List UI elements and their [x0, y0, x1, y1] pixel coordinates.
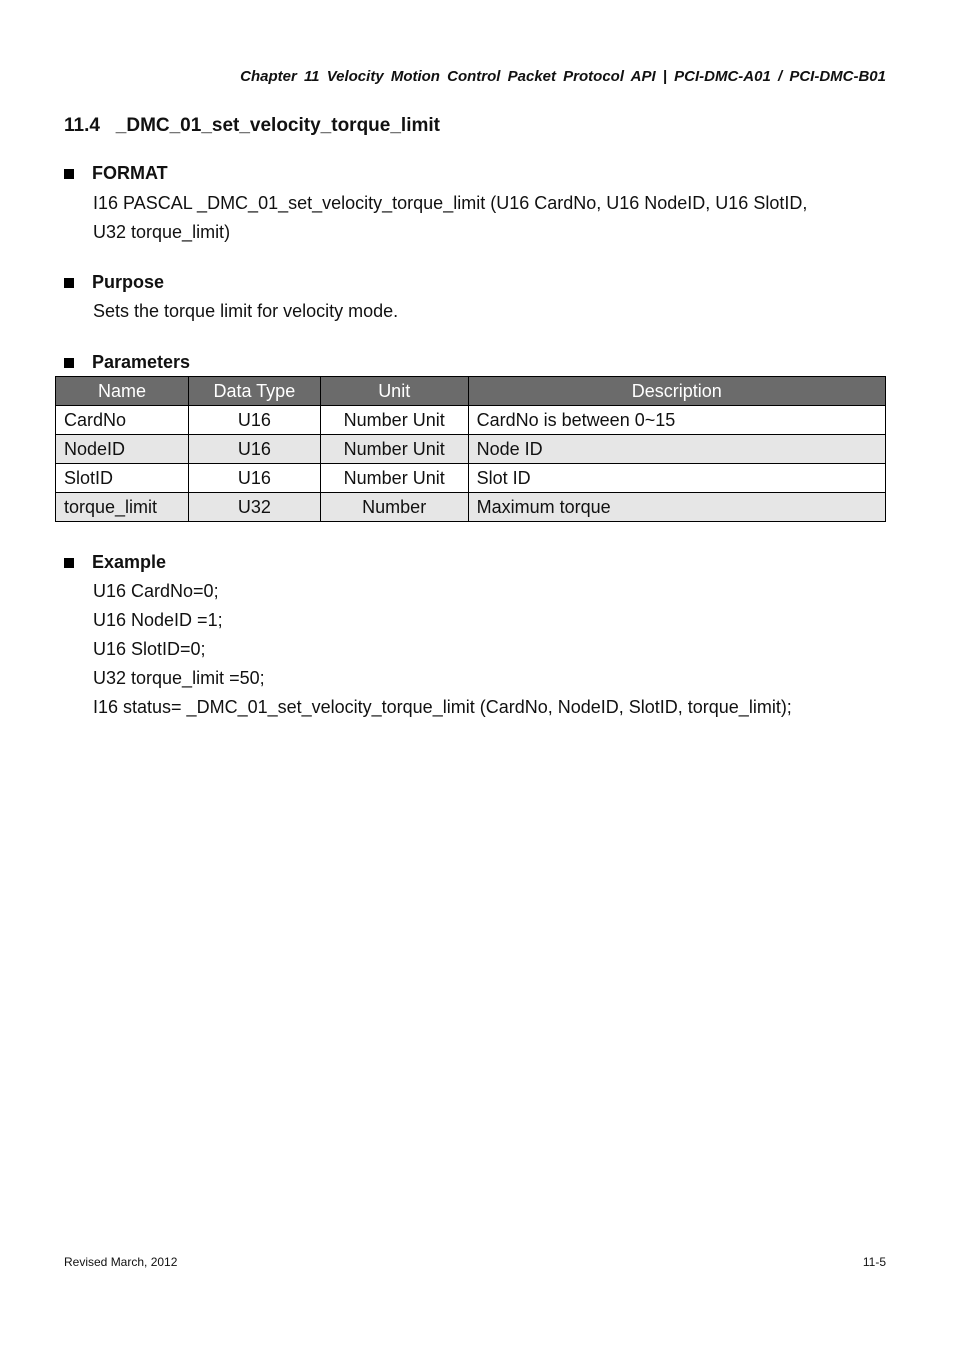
param-type: U16	[188, 464, 320, 493]
param-description: Slot ID	[468, 464, 885, 493]
format-heading-label: FORMAT	[92, 163, 168, 183]
param-name: NodeID	[56, 435, 189, 464]
example-line: U16 SlotID=0;	[93, 639, 206, 659]
column-header-description: Description	[468, 377, 885, 406]
column-header-unit: Unit	[320, 377, 468, 406]
square-bullet-icon	[64, 358, 74, 368]
param-unit: Number Unit	[320, 406, 468, 435]
example-heading	[64, 552, 166, 573]
table-row	[56, 406, 886, 435]
param-description: Maximum torque	[468, 493, 885, 522]
example-heading-label: Example	[92, 552, 167, 572]
table-row	[56, 464, 886, 493]
section-title	[64, 115, 440, 137]
example-line: U16 CardNo=0;	[93, 581, 219, 601]
purpose-heading-label: Purpose	[92, 272, 165, 292]
square-bullet-icon	[64, 169, 74, 179]
parameters-table	[55, 376, 886, 522]
parameters-heading-label: Parameters	[92, 352, 191, 372]
column-header-name: Name	[56, 377, 189, 406]
param-description: CardNo is between 0~15	[468, 406, 885, 435]
param-description: Node ID	[468, 435, 885, 464]
table-row	[56, 435, 886, 464]
param-type: U16	[188, 406, 320, 435]
square-bullet-icon	[64, 558, 74, 568]
purpose-text: Sets the torque limit for velocity mode.	[93, 301, 399, 321]
param-unit: Number	[320, 493, 468, 522]
footer-page-number: 11-5	[862, 1255, 886, 1269]
section-number: 11.4	[64, 115, 100, 136]
format-line-1: I16 PASCAL _DMC_01_set_velocity_torque_limit (U16 CardNo, U16 NodeID, U16 SlotID,	[93, 193, 808, 213]
param-unit: Number Unit	[320, 464, 468, 493]
parameters-heading	[64, 352, 190, 373]
table-header-row	[56, 377, 886, 406]
square-bullet-icon	[64, 278, 74, 288]
format-line-2: U32 torque_limit)	[93, 222, 231, 242]
example-line: U32 torque_limit =50;	[93, 668, 265, 688]
purpose-heading	[64, 272, 164, 293]
param-name: SlotID	[56, 464, 189, 493]
running-header: Chapter 11 Velocity Motion Control Packet Protocol API | PCI-DMC-A01 / PCI-DMC-B01	[240, 68, 886, 85]
param-name: CardNo	[56, 406, 189, 435]
column-header-data-type: Data Type	[188, 377, 320, 406]
footer-revision: Revised March, 2012	[64, 1255, 178, 1269]
param-unit: Number Unit	[320, 435, 468, 464]
section-name: _DMC_01_set_velocity_torque_limit	[115, 115, 440, 136]
example-line: I16 status= _DMC_01_set_velocity_torque_limit (CardNo, NodeID, SlotID, torque_limit);	[93, 697, 792, 717]
example-line: U16 NodeID =1;	[93, 610, 223, 630]
format-text	[93, 189, 807, 247]
param-type: U32	[188, 493, 320, 522]
format-heading	[64, 163, 168, 184]
table-row	[56, 493, 886, 522]
param-type: U16	[188, 435, 320, 464]
example-code	[93, 577, 792, 722]
param-name: torque_limit	[56, 493, 189, 522]
